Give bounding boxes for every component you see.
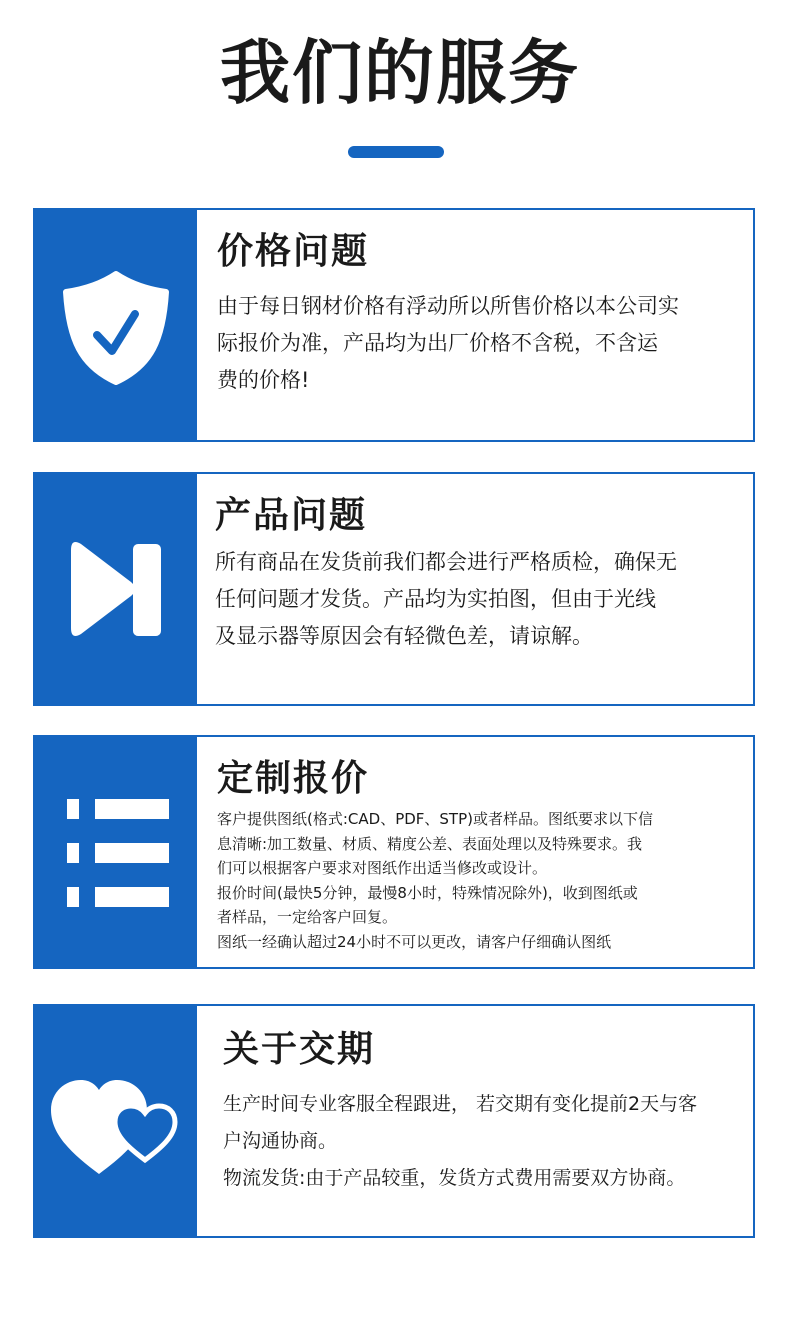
card-text-line: 图纸一经确认超过24小时不可以更改，请客户仔细确认图纸: [217, 932, 612, 951]
card-text-line: 者样品，一定给客户回复。: [217, 908, 398, 926]
card-icon-panel: [35, 737, 197, 967]
card-text-line: 所有商品在发货前我们都会进行严格质检，确保无: [215, 550, 677, 574]
card-body: [215, 494, 737, 655]
card-text-line: 报价时间(最快5分钟，最慢8小时，特殊情况除外)，收到图纸或: [217, 883, 638, 902]
service-card-delivery: [33, 1004, 755, 1238]
title-underline: [348, 146, 444, 158]
card-heading: 价格问题: [217, 231, 370, 272]
card-text-block: [217, 288, 737, 399]
card-text-line: 生产时间专业客服全程跟进， 若交期有变化提前2天与客: [223, 1093, 698, 1115]
card-text-line: 息清晰:加工数量、材质、精度公差、表面处理以及特殊要求。我: [217, 834, 643, 853]
service-card-price: [33, 208, 755, 442]
card-text-block: [217, 807, 737, 954]
card-body: [217, 230, 737, 399]
card-text-line: 物流发货:由于产品较重，发货方式费用需要双方协商。: [223, 1167, 686, 1189]
shield-check-icon: [35, 210, 197, 440]
card-text-line: 由于每日钢材价格有浮动所以所售价格以本公司实: [217, 294, 679, 318]
card-icon-panel: [35, 474, 197, 704]
card-heading: 定制报价: [217, 758, 370, 799]
card-heading: 产品问题: [215, 495, 368, 536]
card-text-block: [215, 544, 737, 655]
card-text-block: [223, 1086, 737, 1197]
card-text-line: 任何问题才发货。产品均为实拍图，但由于光线: [215, 587, 656, 611]
service-card-custom-quote: [33, 735, 755, 969]
card-text-line: 及显示器等原因会有轻微色差，请谅解。: [215, 624, 593, 648]
card-text-line: 际报价为准，产品均为出厂价格不含税，不含运: [217, 331, 658, 355]
list-icon: [35, 737, 197, 967]
card-text-line: 户沟通协商。: [223, 1130, 338, 1152]
card-icon-panel: [35, 210, 197, 440]
card-icon-panel: [35, 1006, 197, 1236]
card-body: [223, 1028, 737, 1197]
card-text-line: 客户提供图纸(格式:CAD、PDF、STP)或者样品。图纸要求以下信: [217, 810, 653, 828]
card-text-line: 费的价格!: [217, 368, 310, 392]
card-text-line: 们可以根据客户要求对图纸作出适当修改或设计。: [217, 859, 548, 877]
card-heading: 关于交期: [223, 1029, 376, 1070]
card-body: [217, 757, 737, 954]
hearts-icon: [35, 1006, 197, 1236]
page-title: 我们的服务: [220, 32, 580, 114]
skip-next-icon: [35, 474, 197, 704]
service-card-product: [33, 472, 755, 706]
